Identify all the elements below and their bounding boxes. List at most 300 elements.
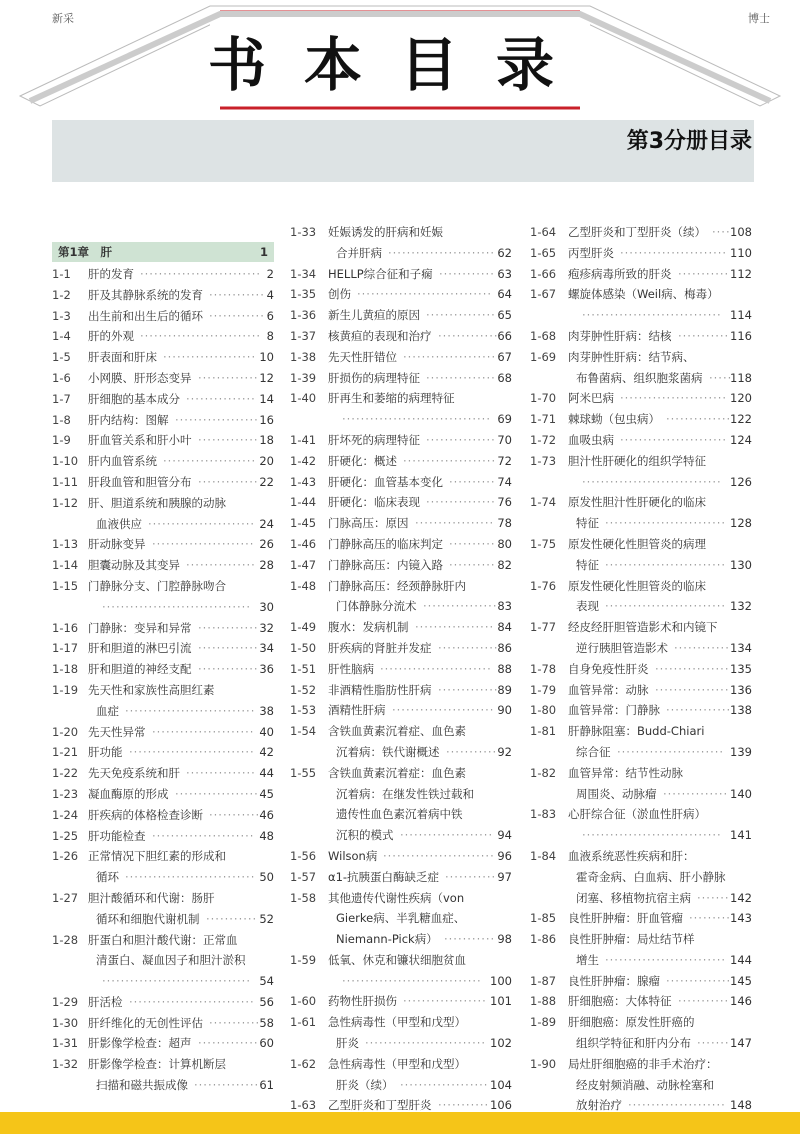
- entry-number: 1-28: [52, 932, 79, 947]
- toc-entry[interactable]: [530, 451, 752, 472]
- leader-dots: ···········: [446, 744, 498, 759]
- toc-entry[interactable]: [290, 222, 512, 243]
- entry-page: 24: [259, 516, 274, 531]
- entry-title: 自身免疫性肝炎: [568, 661, 649, 676]
- leader-dots: ····················: [163, 454, 257, 469]
- toc-entry[interactable]: [52, 493, 274, 514]
- entry-title: 血管异常：动脉: [568, 682, 649, 697]
- entry-number: 1-32: [52, 1057, 79, 1072]
- entry-page: 63: [497, 266, 512, 281]
- toc-entry: [530, 305, 752, 326]
- entry-title: Wilson病: [328, 848, 378, 863]
- entry-page: 146: [730, 994, 752, 1009]
- entry-page: 110: [730, 245, 752, 260]
- entry-title: 肝损伤的病理特征: [328, 370, 420, 385]
- leader-dots: ··········: [449, 536, 496, 551]
- entry-number: 1-22: [52, 766, 79, 781]
- toc-entry: [530, 555, 752, 576]
- leader-dots: ··············: [663, 786, 729, 801]
- leader-dots: ························: [380, 661, 492, 676]
- leader-dots: ······························: [582, 308, 722, 323]
- toc-entry[interactable]: [52, 618, 274, 639]
- entry-title-continued: 经皮射频消融、动脉栓塞和: [576, 1077, 714, 1092]
- entry-page: 97: [497, 869, 512, 884]
- toc-entry[interactable]: [52, 306, 274, 327]
- entry-page: 45: [259, 786, 274, 801]
- leader-dots: ···························: [129, 745, 255, 760]
- entry-page: 83: [497, 599, 512, 614]
- leader-dots: ···········: [206, 911, 258, 926]
- entry-number: 1-74: [530, 495, 557, 510]
- entry-number: 1-5: [52, 350, 71, 365]
- entry-number: 1-64: [530, 225, 557, 239]
- entry-page: 52: [259, 911, 274, 926]
- entry-number: 1-20: [52, 724, 79, 739]
- entry-title-continued: 扫描和磁共振成像: [96, 1078, 188, 1093]
- entry-page: 16: [259, 412, 274, 427]
- leader-dots: ························: [383, 848, 495, 863]
- toc-entry[interactable]: [290, 867, 512, 888]
- toc-entry[interactable]: [52, 326, 274, 347]
- entry-title: 肝、胆道系统和胰腺的动脉: [88, 495, 226, 510]
- leader-dots: ···········: [678, 266, 730, 281]
- entry-page: 90: [497, 703, 512, 718]
- footer-bar: [0, 1112, 800, 1134]
- leader-dots: ················: [423, 599, 498, 614]
- toc-entry[interactable]: [52, 1013, 274, 1034]
- toc-entry: [530, 513, 752, 534]
- entry-title: 凝血酶原的形成: [88, 786, 169, 801]
- toc-entry[interactable]: [530, 534, 752, 555]
- leader-dots: ·············: [198, 620, 259, 635]
- entry-page: 134: [730, 640, 752, 655]
- leader-dots: ································: [102, 599, 251, 614]
- leader-dots: ··················: [403, 994, 487, 1009]
- toc-entry[interactable]: [52, 659, 274, 680]
- toc-entry[interactable]: [290, 513, 512, 534]
- entry-page: 46: [259, 807, 274, 822]
- toc-entry[interactable]: [52, 285, 274, 306]
- entry-title: 出生前和出生后的循环: [88, 308, 203, 323]
- entry-page: 6: [266, 308, 274, 323]
- leader-dots: ·············: [198, 662, 259, 677]
- entry-number: 1-10: [52, 454, 79, 469]
- toc-entry[interactable]: [290, 472, 512, 493]
- toc-entry[interactable]: [52, 368, 274, 389]
- toc-entry[interactable]: [530, 388, 752, 409]
- toc-entry[interactable]: [52, 555, 274, 576]
- toc-entry[interactable]: [52, 826, 274, 847]
- toc-entry[interactable]: [530, 347, 752, 368]
- entry-page: 50: [259, 870, 274, 885]
- toc-entry[interactable]: [52, 846, 274, 867]
- entry-number: 1-31: [52, 1036, 79, 1051]
- leader-dots: ···············: [186, 766, 256, 781]
- toc-entry: [530, 784, 752, 805]
- entry-title: 肝纤维化的无创性评估: [88, 1015, 203, 1030]
- entry-title-continued: 周围炎、动脉瘤: [576, 786, 657, 801]
- leader-dots: ····························: [125, 870, 256, 885]
- toc-entry[interactable]: [290, 659, 512, 680]
- entry-number: 1-4: [52, 329, 71, 344]
- toc-entry[interactable]: [290, 430, 512, 451]
- entry-title: 肝活检: [88, 994, 123, 1009]
- toc-entry[interactable]: [530, 721, 752, 742]
- toc-entry: [52, 909, 274, 930]
- toc-entry[interactable]: [290, 1012, 512, 1033]
- toc-entry[interactable]: [530, 284, 752, 305]
- entry-page: 10: [259, 350, 274, 365]
- entry-page: 36: [259, 662, 274, 677]
- entry-title: 肝功能: [88, 745, 123, 760]
- toc-column-1: [52, 222, 274, 1096]
- toc-entry[interactable]: [290, 534, 512, 555]
- toc-column-2: [290, 222, 512, 1116]
- toc-entry[interactable]: [290, 721, 512, 742]
- entry-title: 丙型肝炎: [568, 245, 614, 260]
- entry-title-continued: 霍奇金病、白血病、肝小静脉: [576, 869, 726, 884]
- entry-title-continued: 逆行胰胆管造影术: [576, 640, 668, 655]
- entry-page: 72: [497, 453, 512, 468]
- entry-number: 1-57: [290, 869, 317, 884]
- entry-page: 34: [259, 641, 274, 656]
- toc-entry[interactable]: [290, 888, 512, 909]
- entry-number: 1-23: [52, 786, 79, 801]
- toc-entry[interactable]: [530, 763, 752, 784]
- entry-page: 143: [730, 911, 752, 926]
- entry-title: 良性肝肿瘤：肝血管瘤: [568, 911, 683, 926]
- toc-entry[interactable]: [530, 409, 752, 430]
- entry-title: 先天性肝错位: [328, 349, 397, 364]
- toc-entry: [530, 596, 752, 617]
- entry-number: 1-18: [52, 662, 79, 677]
- toc-entry[interactable]: [52, 742, 274, 763]
- entry-title-continued: 遗传性血色素沉着病中铁: [336, 807, 463, 822]
- entry-number: 1-55: [290, 765, 317, 780]
- entry-number: 1-69: [530, 349, 557, 364]
- leader-dots: ·······: [697, 890, 730, 905]
- entry-number: 1-58: [290, 890, 317, 905]
- toc-entry[interactable]: [290, 305, 512, 326]
- entry-title: 肝疾病的体格检查诊断: [88, 807, 203, 822]
- entry-number: 1-6: [52, 370, 71, 385]
- leader-dots: ··········: [449, 474, 496, 489]
- leader-dots: ···········: [209, 807, 261, 822]
- toc-entry[interactable]: [530, 846, 752, 867]
- volume-subtitle: 第3分册目录: [626, 129, 752, 154]
- toc-entry[interactable]: [290, 264, 512, 285]
- entry-page: 44: [259, 766, 274, 781]
- leader-dots: ······························: [582, 474, 722, 489]
- leader-dots: ·············: [438, 640, 499, 655]
- toc-entry[interactable]: [530, 617, 752, 638]
- leader-dots: ··············: [666, 412, 732, 427]
- entry-title: 急性病毒性（甲型和戊型）: [328, 1056, 466, 1071]
- toc-entry: [530, 368, 752, 389]
- toc-entry: [530, 950, 752, 971]
- entry-number: 1-17: [52, 641, 79, 656]
- entry-title: 肉芽肿性肝病：结核: [568, 328, 672, 343]
- toc-entry[interactable]: [530, 659, 752, 680]
- entry-number: 1-56: [290, 848, 317, 863]
- entry-title-continued: 门体静脉分流术: [336, 599, 417, 614]
- entry-number: 1-50: [290, 640, 317, 655]
- entry-number: 1-75: [530, 536, 557, 551]
- entry-title: 其他遗传代谢性疾病（von: [328, 890, 465, 905]
- entry-title-continued: 沉着病：在继发性铁过载和: [336, 786, 474, 801]
- entry-number: 1-67: [530, 287, 557, 302]
- entry-number: 1-63: [290, 1098, 317, 1113]
- toc-entry[interactable]: [290, 326, 512, 347]
- toc-entry[interactable]: [530, 700, 752, 721]
- entry-title-continued: 循环: [96, 870, 119, 885]
- leader-dots: ·············: [438, 682, 499, 697]
- entry-title: 肝细胞癌：原发性肝癌的: [568, 1015, 695, 1030]
- entry-number: 1-54: [290, 724, 317, 739]
- entry-page: 48: [259, 828, 274, 843]
- toc-entry[interactable]: [530, 430, 752, 451]
- entry-page: 102: [490, 1036, 512, 1051]
- entry-page: 58: [259, 1015, 274, 1030]
- toc-entry[interactable]: [290, 846, 512, 867]
- bleed-left: 新采: [52, 12, 74, 25]
- toc-entry[interactable]: [290, 680, 512, 701]
- toc-entry[interactable]: [52, 347, 274, 368]
- entry-number: 1-73: [530, 453, 557, 468]
- entry-title: 小网膜、肝形态变异: [88, 370, 192, 385]
- toc-entry[interactable]: [52, 534, 274, 555]
- toc-entry[interactable]: [290, 368, 512, 389]
- toc-entry[interactable]: [530, 680, 752, 701]
- entry-number: 1-8: [52, 412, 71, 427]
- entry-title-continued: 肝炎: [336, 1036, 359, 1051]
- entry-page: 65: [497, 308, 512, 323]
- toc-entry[interactable]: [290, 700, 512, 721]
- entry-title-continued: 布鲁菌病、组织胞浆菌病: [576, 370, 703, 385]
- toc-entry[interactable]: [52, 784, 274, 805]
- toc-entry[interactable]: [290, 451, 512, 472]
- entry-number: 1-86: [530, 932, 557, 947]
- leader-dots: ··················: [175, 412, 259, 427]
- entry-number: 1-7: [52, 391, 71, 406]
- entry-number: 1-85: [530, 911, 557, 926]
- toc-entry[interactable]: [290, 284, 512, 305]
- entry-title: 肝的发育: [88, 267, 134, 281]
- entry-number: 1-52: [290, 682, 317, 697]
- toc-entry: [290, 804, 512, 825]
- entry-number: 1-48: [290, 578, 317, 593]
- entry-title: 血管异常：门静脉: [568, 703, 660, 718]
- entry-title: 肝影像学检查：计算机断层: [88, 1057, 226, 1072]
- entry-page: 54: [259, 974, 274, 989]
- entry-page: 56: [259, 994, 274, 1009]
- entry-page: 124: [730, 432, 752, 447]
- entry-number: 1-46: [290, 536, 317, 551]
- entry-title-continued: 增生: [576, 952, 599, 967]
- entry-page: 74: [497, 474, 512, 489]
- entry-page: 147: [730, 1036, 752, 1051]
- entry-title: 原发性硬化性胆管炎的临床: [568, 578, 706, 593]
- leader-dots: ···········: [678, 328, 730, 343]
- entry-title: α1-抗胰蛋白酶缺乏症: [328, 869, 440, 884]
- entry-number: 1-35: [290, 287, 317, 302]
- leader-dots: ···············: [186, 391, 256, 406]
- entry-number: 1-81: [530, 724, 557, 739]
- toc-entry[interactable]: [530, 1054, 752, 1075]
- toc-entry[interactable]: [52, 1054, 274, 1075]
- entry-page: 66: [497, 328, 512, 343]
- entry-number: 1-68: [530, 328, 557, 343]
- entry-number: 1-53: [290, 703, 317, 718]
- entry-page: 139: [730, 744, 752, 759]
- toc-entry[interactable]: [530, 804, 752, 825]
- toc-entry[interactable]: [52, 430, 274, 451]
- toc-entry[interactable]: [52, 722, 274, 743]
- leader-dots: ··························: [140, 267, 262, 281]
- toc-entry[interactable]: [290, 617, 512, 638]
- entry-page: 80: [497, 536, 512, 551]
- entry-number: 1-30: [52, 1015, 79, 1030]
- entry-title: 门静脉高压：经颈静脉肝内: [328, 578, 466, 593]
- leader-dots: ·······················: [620, 391, 728, 406]
- toc-entry[interactable]: [52, 472, 274, 493]
- entry-number: 1-16: [52, 620, 79, 635]
- toc-entry[interactable]: [530, 991, 752, 1012]
- entry-title: 肝影像学检查：超声: [88, 1036, 192, 1051]
- entry-page: 141: [730, 828, 752, 843]
- toc-entry[interactable]: [530, 929, 752, 950]
- toc-entry: [290, 971, 512, 992]
- toc-entry[interactable]: [52, 763, 274, 784]
- entry-number: 1-47: [290, 557, 317, 572]
- toc-entry[interactable]: [530, 492, 752, 513]
- leader-dots: ············: [674, 640, 730, 655]
- entry-page: 30: [259, 599, 274, 614]
- entry-title: 门脉高压：原因: [328, 516, 409, 531]
- entry-page: 114: [730, 308, 752, 323]
- entry-number: 1-45: [290, 516, 317, 531]
- toc-entry[interactable]: [52, 1033, 274, 1054]
- entry-title: 局灶肝细胞癌的非手术治疗：: [568, 1056, 718, 1071]
- toc-entry: [52, 971, 274, 992]
- chapter-header[interactable]: [52, 242, 274, 262]
- entry-title: 门静脉：变异和异常: [88, 620, 192, 635]
- toc-entry[interactable]: [52, 805, 274, 826]
- toc-entry[interactable]: [290, 763, 512, 784]
- entry-number: 1-27: [52, 890, 79, 905]
- leader-dots: ······················: [152, 537, 255, 552]
- entry-number: 1-79: [530, 682, 557, 697]
- toc-entry: [290, 1033, 512, 1054]
- leader-dots: ···········: [678, 994, 730, 1009]
- toc-entry[interactable]: [290, 555, 512, 576]
- entry-title: 含铁血黄素沉着症、血色素: [328, 724, 466, 739]
- toc-entry[interactable]: [530, 243, 752, 264]
- toc-entry: [290, 908, 512, 929]
- toc-entry[interactable]: [52, 992, 274, 1013]
- entry-title: 乙型肝炎和丁型肝炎（续）: [568, 225, 706, 239]
- entry-page: 122: [730, 412, 752, 427]
- entry-title: 原发性胆汁性肝硬化的临床: [568, 495, 706, 510]
- entry-title: 酒精性肝病: [328, 703, 386, 718]
- entry-title: 肝和胆道的神经支配: [88, 662, 192, 677]
- toc-entry[interactable]: [52, 389, 274, 410]
- entry-number: 1-71: [530, 412, 557, 427]
- entry-page: 145: [730, 973, 752, 988]
- chapter-title: 第1章 肝: [58, 245, 113, 259]
- toc-entry[interactable]: [530, 326, 752, 347]
- toc-entry[interactable]: [530, 1012, 752, 1033]
- entry-title-continued: 血液供应: [96, 516, 142, 531]
- leader-dots: ···············: [426, 308, 496, 323]
- entry-number: 1-14: [52, 558, 79, 573]
- entry-title: 阿米巴病: [568, 391, 614, 406]
- toc-entry[interactable]: [530, 908, 752, 929]
- toc-entry: [290, 1075, 512, 1096]
- toc-entry[interactable]: [52, 410, 274, 431]
- entry-title: 经皮经肝胆管造影术和内镜下: [568, 620, 718, 635]
- toc-entry[interactable]: [52, 576, 274, 597]
- entry-page: 101: [490, 994, 512, 1009]
- toc-entry[interactable]: [52, 930, 274, 951]
- toc-entry[interactable]: [52, 638, 274, 659]
- toc-entry[interactable]: [530, 264, 752, 285]
- leader-dots: ··············: [666, 703, 732, 718]
- entry-page: 20: [259, 454, 274, 469]
- toc-entry[interactable]: [530, 576, 752, 597]
- entry-title: 腹水：发病机制: [328, 620, 409, 635]
- toc-entry[interactable]: [290, 1054, 512, 1075]
- entry-page: 68: [497, 370, 512, 385]
- leader-dots: ·················: [415, 516, 495, 531]
- entry-title: 血液系统恶性疾病和肝：: [568, 848, 695, 863]
- entry-page: 128: [730, 516, 752, 531]
- toc-entry[interactable]: [530, 971, 752, 992]
- toc-entry[interactable]: [290, 347, 512, 368]
- leader-dots: ······················: [152, 828, 255, 843]
- entry-title: 妊娠诱发的肝病和妊娠: [328, 225, 443, 239]
- toc-entry[interactable]: [52, 680, 274, 701]
- leader-dots: ···········: [445, 869, 497, 884]
- entry-page: 89: [497, 682, 512, 697]
- toc-entry[interactable]: [290, 492, 512, 513]
- toc-entry[interactable]: [52, 888, 274, 909]
- entry-number: 1-90: [530, 1056, 557, 1071]
- toc-entry[interactable]: [290, 388, 512, 409]
- leader-dots: ······················: [392, 703, 495, 718]
- entry-number: 1-87: [530, 973, 557, 988]
- toc-entry: [530, 638, 752, 659]
- toc-entry[interactable]: [290, 991, 512, 1012]
- leader-dots: ··························: [605, 599, 727, 614]
- entry-number: 1-29: [52, 994, 79, 1009]
- toc-entry[interactable]: [290, 950, 512, 971]
- entry-page: 70: [497, 432, 512, 447]
- entry-number: 1-12: [52, 495, 79, 510]
- entry-number: 1-41: [290, 432, 317, 447]
- toc-entry[interactable]: [530, 222, 752, 243]
- toc-entry[interactable]: [52, 451, 274, 472]
- entry-number: 1-76: [530, 578, 557, 593]
- entry-page: 144: [730, 952, 752, 967]
- toc-entry[interactable]: [52, 264, 274, 285]
- entry-title: 血吸虫病: [568, 432, 614, 447]
- toc-entry[interactable]: [290, 576, 512, 597]
- entry-title-continued: 血症: [96, 703, 119, 718]
- toc-entry[interactable]: [290, 638, 512, 659]
- entry-page: 100: [490, 973, 512, 988]
- entry-title: 胆囊动脉及其变异: [88, 558, 180, 573]
